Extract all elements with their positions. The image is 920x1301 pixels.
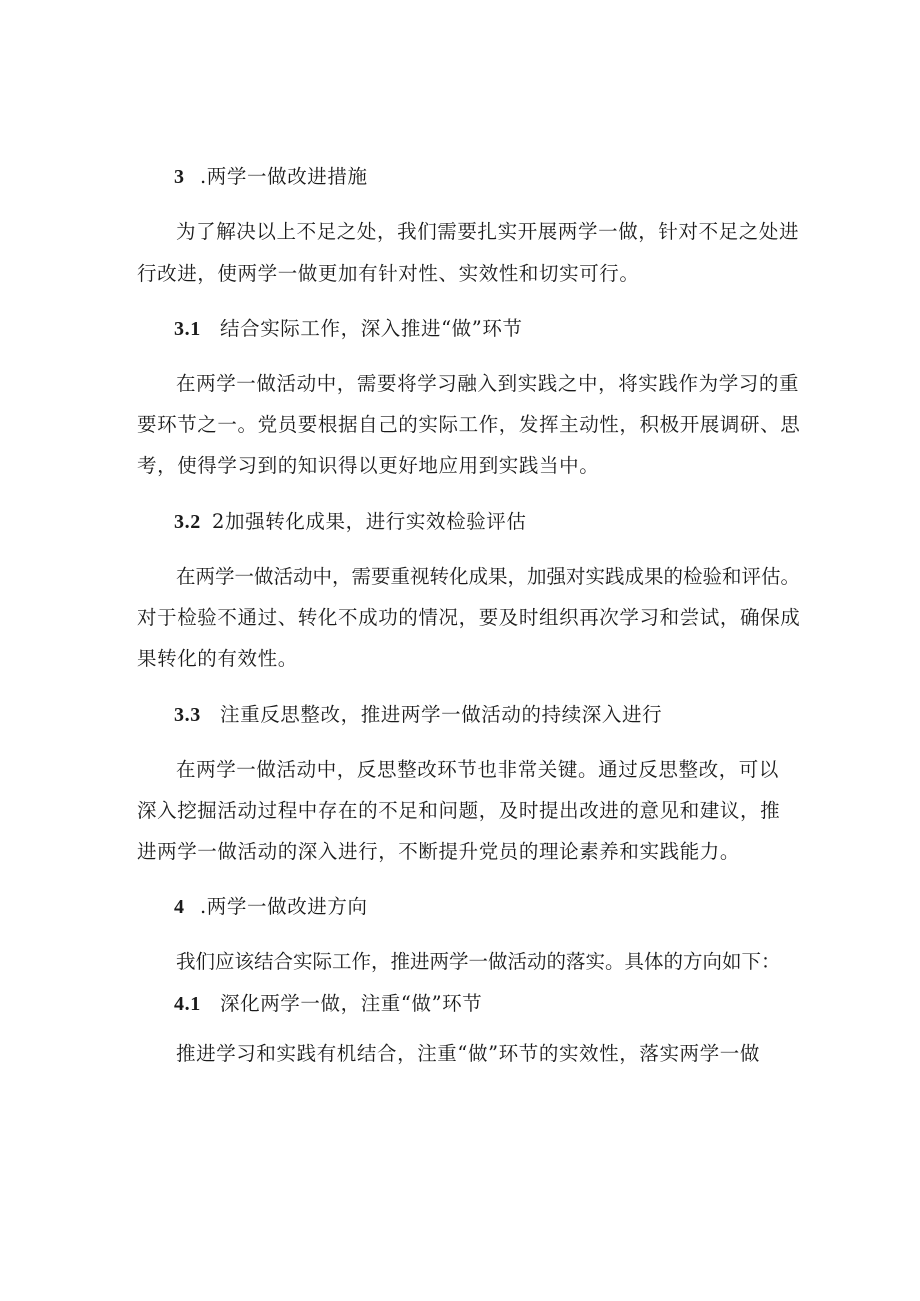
section-heading-4-1 — [174, 990, 482, 1018]
section-number: 4.1 — [174, 993, 201, 1015]
paragraph-line: 在两学一做活动中，反思整改环节也非常关键。通过反思整改，可以 — [176, 758, 780, 781]
section-title: 注重反思整改，推进两学一做活动的持续深入进行 — [220, 703, 663, 726]
paragraph-line: 进两学一做活动的深入进行，不断提升党员的理论素养和实践能力。 — [137, 840, 741, 863]
section-number: 3.2 — [174, 511, 201, 533]
paragraph-line: 为了解决以上不足之处，我们需要扎实开展两学一做，针对不足之处进 — [176, 220, 800, 243]
section-number: 4 — [174, 896, 185, 918]
paragraph-line: 在两学一做活动中，需要重视转化成果，加强对实践成果的检验和评估。 — [176, 565, 801, 588]
section-number: 3.1 — [174, 318, 201, 340]
section-number: 3.3 — [174, 704, 201, 726]
section-heading-3-1 — [174, 315, 523, 343]
section-title: 2加强转化成果，进行实效检验评估 — [212, 510, 527, 533]
section-heading-3-2 — [174, 508, 527, 536]
section-title: 结合实际工作，深入推进“做”环节 — [220, 317, 523, 340]
section-heading-4 — [174, 893, 368, 921]
section-title: .两学一做改进方向 — [200, 895, 368, 918]
section-title: 深化两学一做，注重“做”环节 — [220, 992, 483, 1015]
paragraph-line: 我们应该结合实际工作，推进两学一做活动的落实。具体的方向如下： — [176, 950, 781, 973]
paragraph-line: 推进学习和实践有机结合，注重“做”环节的实效性，落实两学一做 — [176, 1042, 760, 1065]
paragraph-line: 要环节之一。党员要根据自己的实际工作，发挥主动性，积极开展调研、思 — [137, 413, 801, 436]
paragraph-line: 考，使得学习到的知识得以更好地应用到实践当中。 — [137, 454, 600, 477]
section-heading-3 — [174, 163, 368, 191]
paragraph-line: 对于检验不通过、转化不成功的情况，要及时组织再次学习和尝试，确保成 — [137, 606, 801, 629]
paragraph-line: 行改进，使两学一做更加有针对性、实效性和切实可行。 — [137, 262, 640, 285]
paragraph-line: 深入挖掘活动过程中存在的不足和问题，及时提出改进的意见和建议，推 — [137, 799, 781, 822]
paragraph-line: 果转化的有效性。 — [137, 647, 298, 670]
section-number: 3 — [174, 166, 185, 188]
section-heading-3-3 — [174, 701, 662, 729]
section-title: .两学一做改进措施 — [200, 165, 368, 188]
paragraph-line: 在两学一做活动中，需要将学习融入到实践之中，将实践作为学习的重 — [176, 372, 800, 395]
